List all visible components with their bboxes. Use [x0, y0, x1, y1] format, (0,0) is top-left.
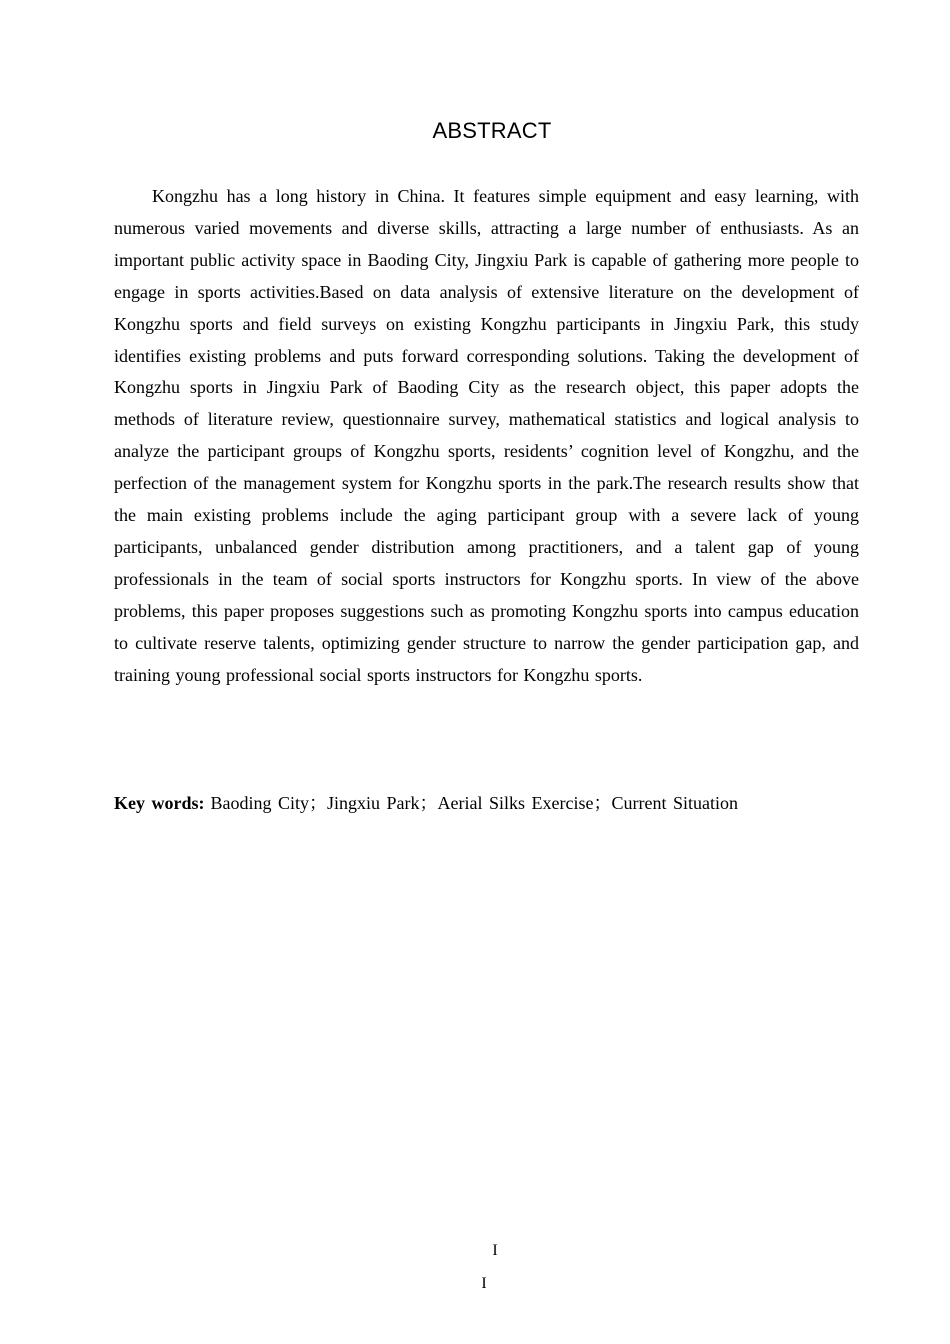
page-number-secondary: I — [481, 1275, 487, 1292]
keywords-label: Key words: — [114, 793, 205, 813]
keywords-text: Baoding City；Jingxiu Park；Aerial Silks Exercise；Current Situation — [210, 793, 738, 813]
abstract-title: ABSTRACT — [432, 118, 552, 143]
abstract-body: Kongzhu has a long history in China. It features simple equipment and easy learning, with numerous varied movements and diverse skills, attracting a large number of enthusiasts. As an important public activity space in Baoding City, Jingxiu Park is capable of gathering more people to engage in sports activities.Based on data analysis of extensive literature on the development of Kongzhu sports and field surveys on existing Kongzhu participants in Jingxiu Park, this study identifies existing problems and puts forward corresponding solutions. Taking the development of Kongzhu sports in Jingxiu Park of Baoding City as the research object, this paper adopts the methods of literature review, questionnaire survey, mathematical statistics and logical analysis to analyze the participant groups of Kongzhu sports, residents’ cognition level of Kongzhu, and the perfection of the management system for Kongzhu sports in the park.The research results show that the main existing problems include the aging participant group with a severe lack of young participants, unbalanced gender distribution among practitioners, and a talent gap of young professionals in the team of social sports instructors for Kongzhu sports. In view of the above problems, this paper proposes suggestions such as promoting Kongzhu sports into campus education to cultivate reserve talents, optimizing gender structure to narrow the gender participation gap, and training young professional social sports instructors for Kongzhu sports. — [114, 186, 859, 685]
page-number: I — [492, 1242, 498, 1259]
keywords-line — [114, 788, 859, 818]
